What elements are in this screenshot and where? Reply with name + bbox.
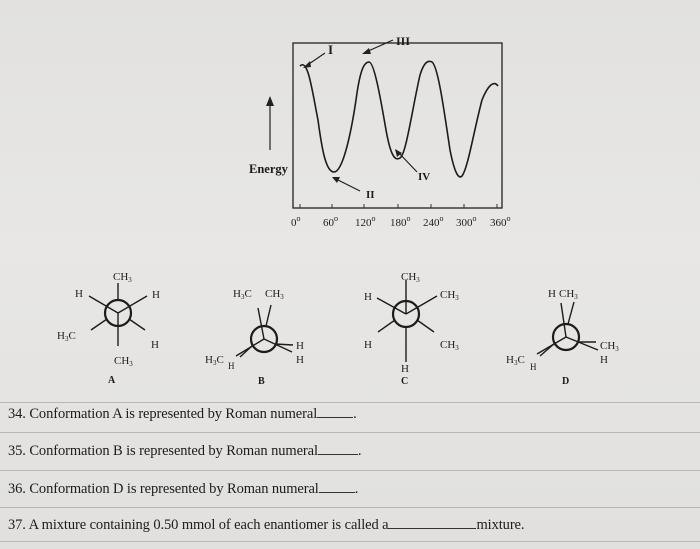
question-number: 34. xyxy=(8,406,26,422)
plot-frame xyxy=(293,43,502,208)
question-35: 35. Conformation B is represented by Roman numeral . xyxy=(8,443,362,459)
svg-text:H: H xyxy=(364,291,372,303)
divider xyxy=(0,470,700,471)
answer-blank[interactable] xyxy=(317,407,353,418)
question-number: 36. xyxy=(8,481,26,497)
answer-blank[interactable] xyxy=(388,518,476,529)
svg-text:CH3: CH3 xyxy=(559,288,578,301)
svg-text:H3C: H3C xyxy=(506,354,525,367)
svg-text:H: H xyxy=(228,361,235,371)
label-I: I xyxy=(328,42,334,57)
x-tick-label: 0$^o$ xyxy=(291,214,301,229)
svg-text:CH3: CH3 xyxy=(600,340,619,353)
energy-curve xyxy=(300,61,498,177)
x-tick-label: 300$^o$ xyxy=(456,214,477,229)
svg-text:H: H xyxy=(548,288,556,300)
question-37: 37. A mixture containing 0.50 mmol of each enantiomer is called a mixture. xyxy=(8,517,525,533)
question-number: 37. xyxy=(8,517,26,533)
x-tick-label: 180$^o$ xyxy=(390,214,411,229)
question-text: Conformation A is represented by Roman numeral xyxy=(29,406,318,422)
newman-A xyxy=(89,283,147,346)
newman-B xyxy=(236,305,293,357)
svg-text:CH3: CH3 xyxy=(440,289,459,302)
question-number: 35. xyxy=(8,443,26,459)
label-C: C xyxy=(401,376,409,387)
x-tick-label: 360$^o$ xyxy=(490,214,511,229)
question-text: Conformation D is represented by Roman numeral xyxy=(29,481,319,497)
svg-text:H: H xyxy=(401,363,409,375)
svg-text:H3C: H3C xyxy=(57,330,76,343)
newman-D-labels xyxy=(506,288,619,387)
arrow-IV xyxy=(398,152,417,172)
svg-text:CH3: CH3 xyxy=(113,271,132,284)
x-tick-labels xyxy=(291,214,511,229)
newman-C xyxy=(377,280,437,362)
svg-text:H3C: H3C xyxy=(233,288,252,301)
answer-blank[interactable] xyxy=(318,444,358,455)
answer-blank[interactable] xyxy=(319,482,355,493)
svg-text:H: H xyxy=(530,362,537,372)
question-34: 34. Conformation A is represented by Roman numeral . xyxy=(8,406,357,422)
svg-text:H: H xyxy=(364,339,372,351)
svg-text:CH3: CH3 xyxy=(401,271,420,284)
arrow-II xyxy=(336,179,360,191)
divider xyxy=(0,432,700,433)
svg-text:H: H xyxy=(600,354,608,366)
label-II: II xyxy=(366,189,375,201)
divider xyxy=(0,541,700,542)
newman-D xyxy=(537,302,598,356)
svg-text:CH3: CH3 xyxy=(114,355,133,368)
newman-B-labels xyxy=(205,288,304,387)
label-B: B xyxy=(258,376,265,387)
energy-label: Energy xyxy=(249,162,288,176)
label-A: A xyxy=(108,375,116,386)
label-IV: IV xyxy=(418,171,431,183)
arrow-III xyxy=(366,40,393,52)
divider xyxy=(0,507,700,508)
svg-text:H: H xyxy=(152,289,160,301)
svg-text:CH3: CH3 xyxy=(265,288,284,301)
svg-text:H3C: H3C xyxy=(205,354,224,367)
newman-A-labels xyxy=(57,271,160,386)
newman-C-labels xyxy=(364,271,459,387)
svg-text:H: H xyxy=(75,288,83,300)
svg-text:H: H xyxy=(151,339,159,351)
question-text: Conformation B is represented by Roman numeral xyxy=(29,443,318,459)
svg-text:H: H xyxy=(296,354,304,366)
divider xyxy=(0,402,700,403)
svg-text:CH3: CH3 xyxy=(440,339,459,352)
x-tick-label: 120$^o$ xyxy=(355,214,376,229)
energy-arrowhead xyxy=(266,96,274,106)
label-D: D xyxy=(562,376,570,387)
label-III: III xyxy=(396,34,411,48)
question-text: A mixture containing 0.50 mmol of each enantiomer is called a xyxy=(28,517,389,533)
x-tick-label: 60$^o$ xyxy=(323,214,338,229)
x-tick-label: 240$^o$ xyxy=(423,214,444,229)
svg-text:H: H xyxy=(296,340,304,352)
question-36: 36. Conformation D is represented by Roman numeral . xyxy=(8,481,359,497)
